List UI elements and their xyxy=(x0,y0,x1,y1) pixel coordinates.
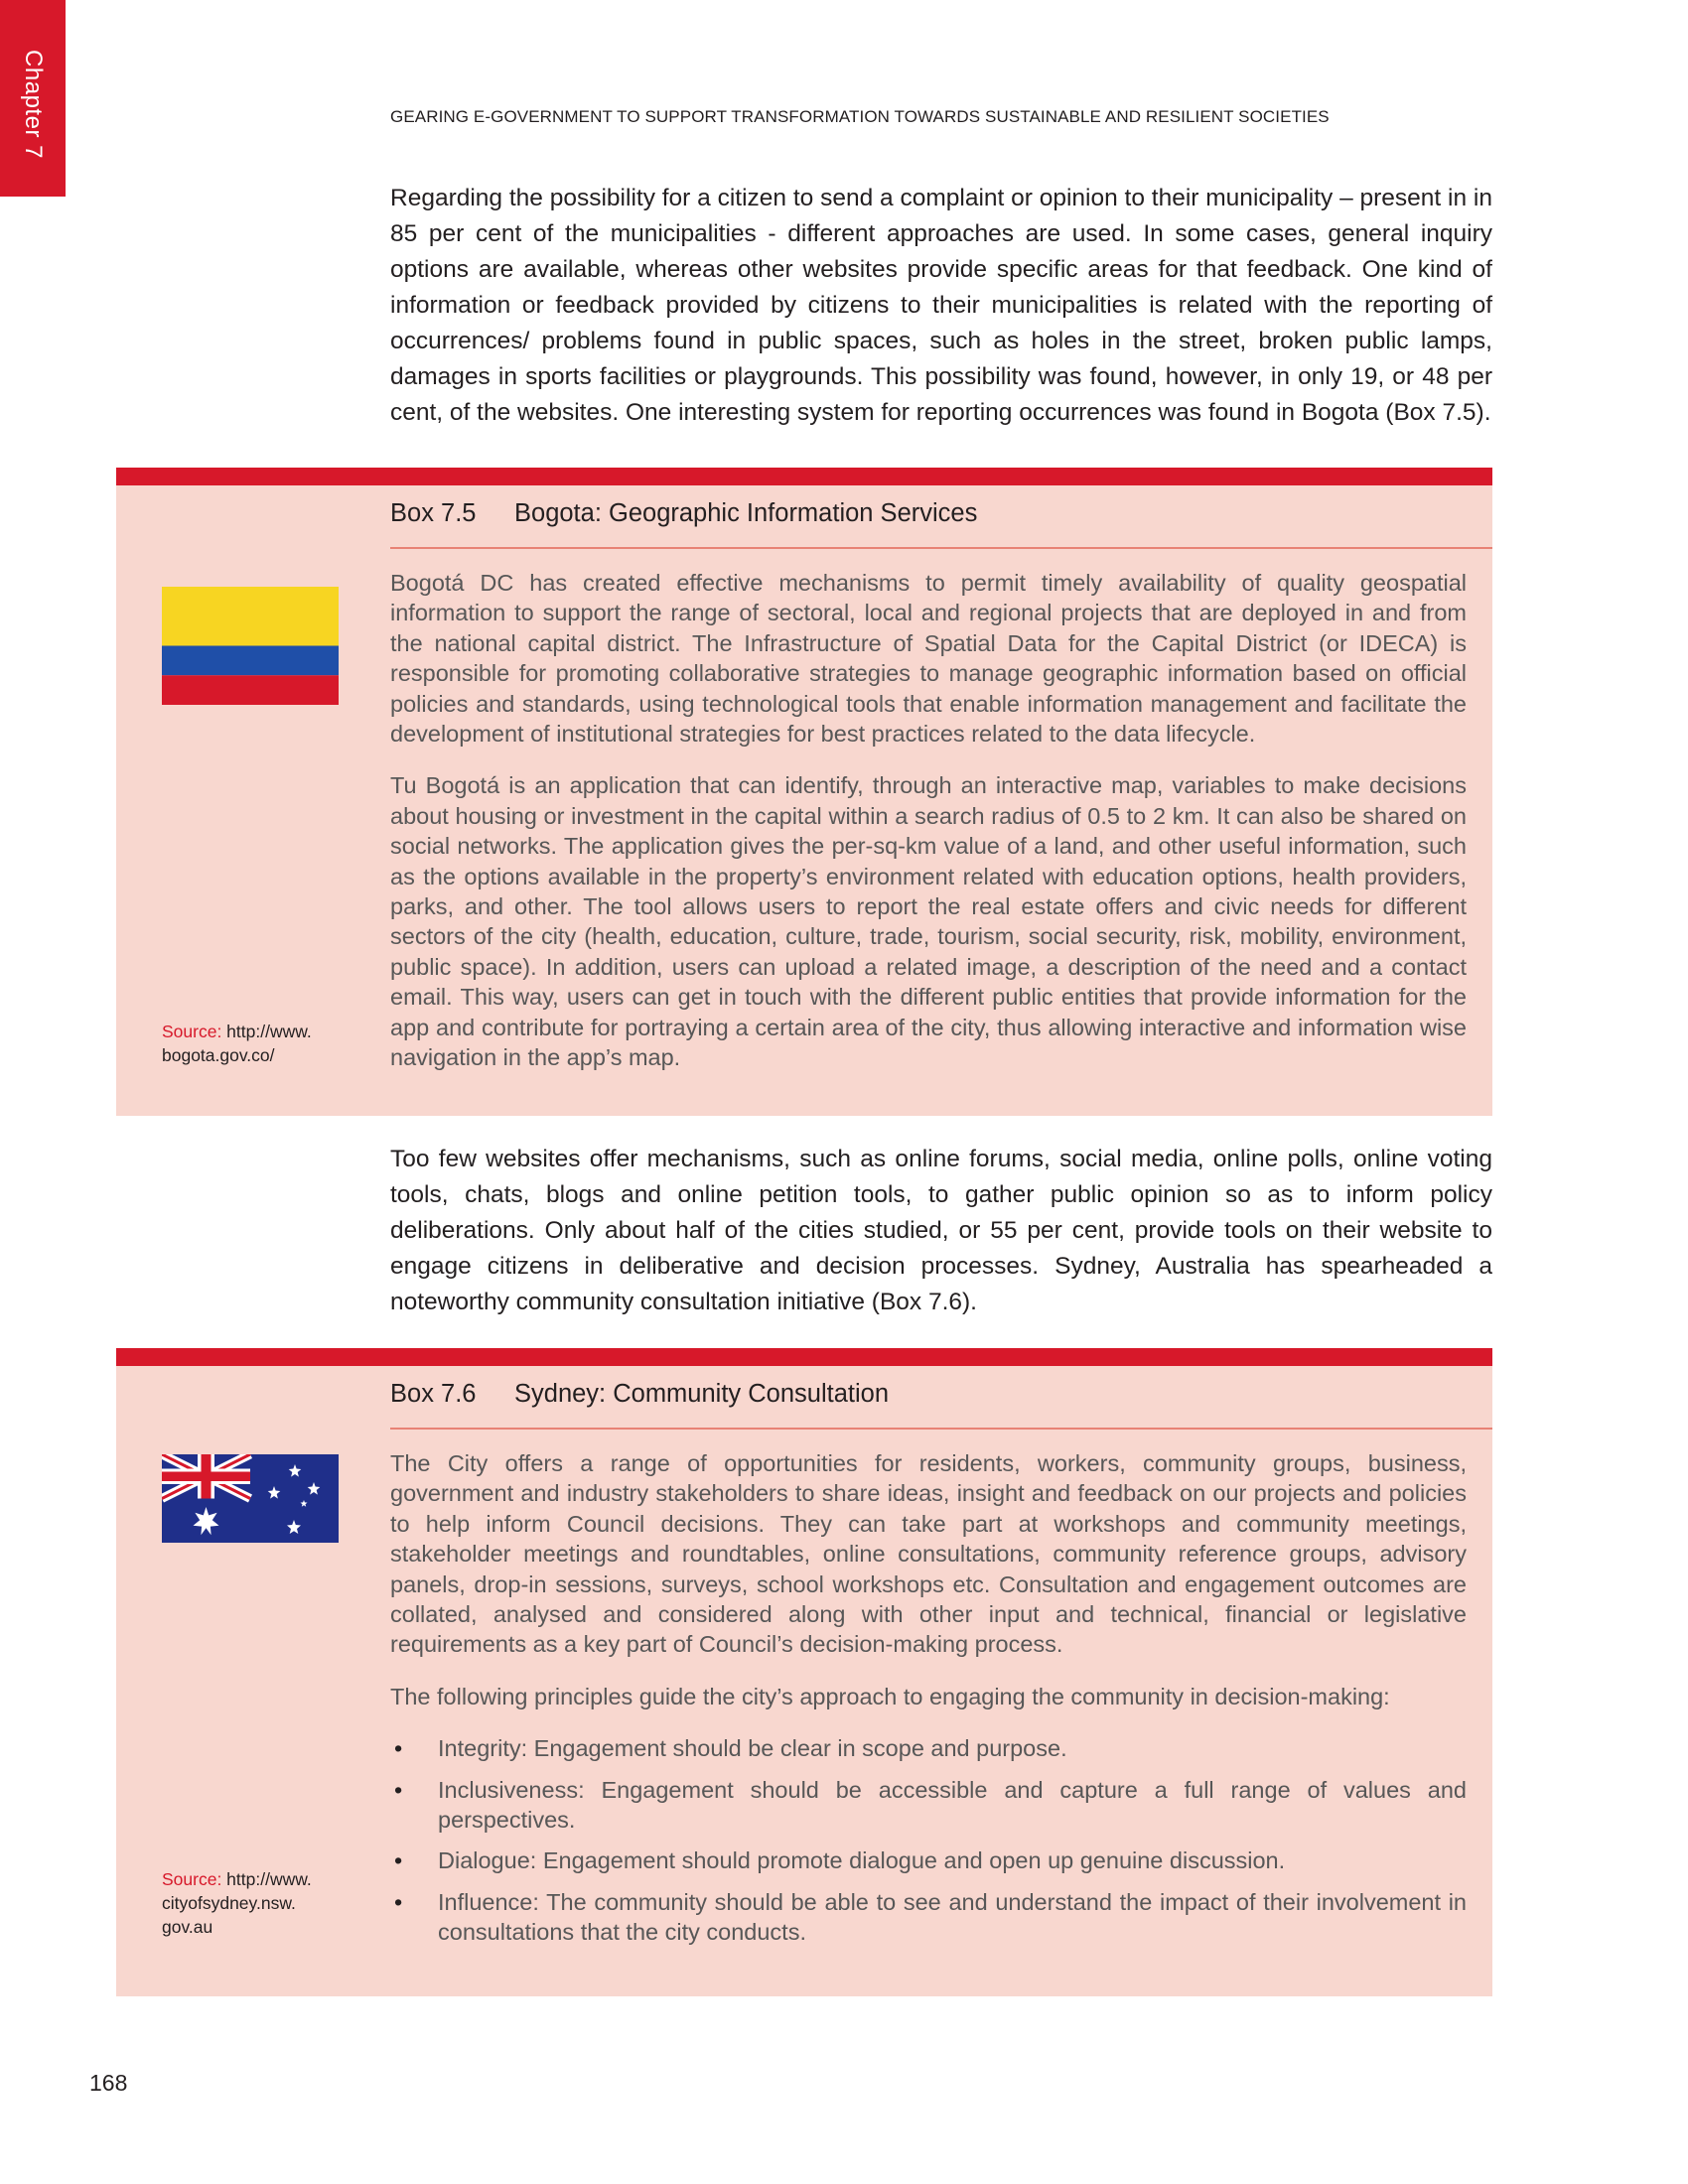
box-7-6 xyxy=(116,1348,1492,1996)
list-item: • Dialogue: Engagement should promote dialogue and open up genuine discussion. xyxy=(390,1845,1467,1875)
box-body xyxy=(390,568,1467,1095)
box-paragraph: The City offers a range of opportunities for residents, workers, community groups, business, government and industry stakeholders to share ideas, insight and feedback on our projects and policies to help inform Council decisions. They can take part at workshops and community meetings, stakeholder meetings and roundtables, online consultations, community reference groups, advisory panels, drop-in sessions, surveys, school workshops etc. Consultation and engagement outcomes are collated, analysed and considered along with other input and technical, financial or legislative requirements as a key part of Council’s decision-making process. xyxy=(390,1450,1467,1658)
colombia-flag-icon xyxy=(162,587,339,705)
box-title-rule xyxy=(390,1428,1492,1430)
box-paragraph: Tu Bogotá is an application that can identify, through an interactive map, variables to make decisions about housing or investment in the capital within a search radius of 0.5 to 2 km. It can also be shared on social networks. The application gives the per-sq-km value of a land, and other useful information, such as the options available in the property’s environment related with education options, health providers, parks, and other. The tool allows users to report the real estate offers and civic needs for different sectors of the city (health, education, culture, trade, tourism, social security, risk, mobility, environment, public space). In addition, users can upload a related image, a description of the need and a contact email. This way, users can get in touch with the different public entities that provide information for the app and contribute for portraying a certain area of the city, thus allowing interactive and information wise navigation in the app’s map. xyxy=(390,772,1467,1071)
box-title-rule xyxy=(390,547,1492,549)
box-title-text: Bogota: Geographic Information Services xyxy=(514,499,978,527)
box-top-bar xyxy=(116,468,1492,485)
box-7-5 xyxy=(116,468,1492,1116)
list-item: • Integrity: Engagement should be clear in scope and purpose. xyxy=(390,1733,1467,1763)
source-label: Source: xyxy=(162,1869,222,1889)
box-body xyxy=(390,1448,1467,1959)
page-number: 168 xyxy=(89,2070,128,2096)
chapter-tab-label: Chapter 7 xyxy=(20,50,47,159)
source-url: http://www. cityofsydney.nsw. gov.au xyxy=(162,1869,312,1937)
australia-flag-icon xyxy=(162,1454,339,1543)
source-label: Source: xyxy=(162,1022,222,1041)
box-source xyxy=(162,1867,351,1939)
box-paragraph: Bogotá DC has created effective mechanisms to permit timely availability of quality geospatial information to support the range of sectoral, local and regional projects that are deployed in and from the national capital district. The Infrastructure of Spatial Data for the Capital District (or IDECA) is responsible for promoting collaborative strategies to manage geographic information based on official policies and standards, using technological tools that enable information management and facilitate the development of institutional strategies for best practices related to the data lifecycle. xyxy=(390,570,1467,748)
list-item: • Influence: The community should be able to see and understand the impact of their involvement in consultations that the city conducts. xyxy=(390,1887,1467,1948)
box-title xyxy=(390,499,977,528)
body-paragraph-2: Too few websites offer mechanisms, such as online forums, social media, online polls, online voting tools, chats, blogs and online petition tools, to gather public opinion so as to inform policy deliberations. Only about half of the cities studied, or 55 per cent, provide tools on their website to engage citizens in deliberative and decision processes. Sydney, Australia has spearheaded a noteworthy community consultation initiative (Box 7.6). xyxy=(390,1146,1492,1315)
body-paragraph-1: Regarding the possibility for a citizen to send a complaint or opinion to their municipality – present in in 85 per cent of the municipalities - different approaches are used. In some cases, general inquiry options are available, whereas other websites provide specific areas for that feedback. One kind of information or feedback provided by citizens to their municipalities is related with the reporting of occurrences/ problems found in public spaces, such as holes in the street, broken public lamps, damages in sports facilities or playgrounds. This possibility was found, however, in only 19, or 48 per cent, of the websites. One interesting system for reporting occurrences was found in Bogota (Box 7.5). xyxy=(390,185,1492,426)
chapter-tab xyxy=(0,0,66,197)
box-number: Box 7.6 xyxy=(390,1380,477,1408)
box-source xyxy=(162,1020,351,1067)
list-item: • Inclusiveness: Engagement should be accessible and capture a full range of values and perspectives. xyxy=(390,1775,1467,1836)
box-title xyxy=(390,1380,889,1409)
source-url: http://www. bogota.gov.co/ xyxy=(162,1022,312,1065)
box-number: Box 7.5 xyxy=(390,499,477,527)
box-paragraph: The following principles guide the city’s approach to engaging the community in decision-making: xyxy=(390,1683,1390,1709)
running-header: GEARING E-GOVERNMENT TO SUPPORT TRANSFORMATION TOWARDS SUSTAINABLE AND RESILIENT SOCIETIES xyxy=(390,107,1330,126)
box-top-bar xyxy=(116,1348,1492,1366)
box-title-text: Sydney: Community Consultation xyxy=(514,1380,890,1408)
principles-list xyxy=(390,1733,1467,1947)
